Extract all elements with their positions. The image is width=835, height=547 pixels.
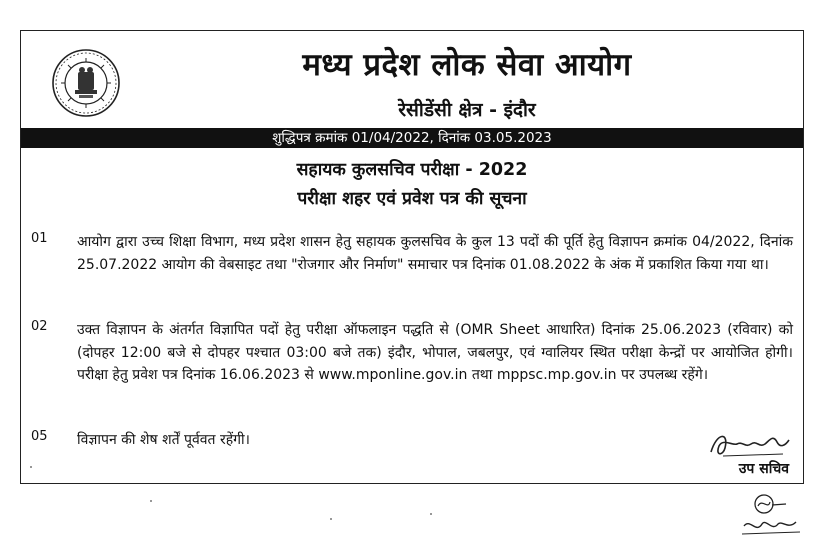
notice-frame: [20, 30, 804, 484]
organization-title: मध्य प्रदेश लोक सेवा आयोग: [302, 47, 632, 83]
scan-speck: [430, 513, 432, 515]
scan-speck: [150, 500, 152, 502]
paragraph-01: [31, 231, 793, 276]
scan-speck: [30, 466, 32, 468]
state-emblem-seal-icon: [51, 48, 121, 118]
notice-subject: परीक्षा शहर एवं प्रवेश पत्र की सूचना: [297, 189, 527, 209]
paragraph-05: [31, 429, 793, 452]
exam-title: सहायक कुलसचिव परीक्षा - 2022: [296, 160, 528, 180]
scan-speck: [330, 518, 332, 520]
signatory-title: उप सचिव: [738, 461, 789, 477]
signature-icon: [703, 426, 793, 462]
corrigendum-text: शुद्धिपत्र क्रमांक 01/04/2022, दिनांक 03.05.2023: [272, 130, 552, 146]
paragraph-text: आयोग द्वारा उच्च शिक्षा विभाग, मध्य प्रदेश शासन हेतु सहायक कुलसचिव के कुल 13 पदों की पूर्ति हेतु विज्ञापन क्रमांक 04/2022, दिनांक 25.07.2022 आयोग की वेबसाइट तथा "रोजगार और निर्माण" समाचार पत्र दिनांक 01.08.2022 के अंक में प्रकाशित किया गया था।: [77, 234, 793, 273]
paragraph-text: उक्त विज्ञापन के अंतर्गत विज्ञापित पदों हेतु परीक्षा ऑफलाइन पद्धति से (OMR Sheet आधारित) दिनांक 25.06.2023 (रविवार) को (दोपहर 12:00 बजे से दोपहर पश्चात 03:00 बजे तक) इंदौर, भोपाल, जबलपुर, एवं ग्वालियर स्थित परीक्षा केन्द्रों पर आयोजित होगी। परीक्षा हेतु प्रवेश पत्र दिनांक 16.06.2023 से www.mponline.gov.in तथा mppsc.mp.gov.in पर उपलब्ध रहेंगे।: [77, 322, 793, 383]
paragraph-number: 05: [31, 429, 48, 444]
organization-location: रेसीडेंसी क्षेत्र - इंदौर: [398, 99, 536, 121]
paragraph-text: विज्ञापन की शेष शर्तें पूर्ववत रहेंगी।: [77, 432, 250, 448]
paragraph-02: [31, 319, 793, 387]
paragraph-number: 01: [31, 231, 48, 246]
handwritten-initials-icon: [736, 492, 806, 540]
corrigendum-bar: [21, 128, 803, 148]
paragraph-number: 02: [31, 319, 48, 334]
